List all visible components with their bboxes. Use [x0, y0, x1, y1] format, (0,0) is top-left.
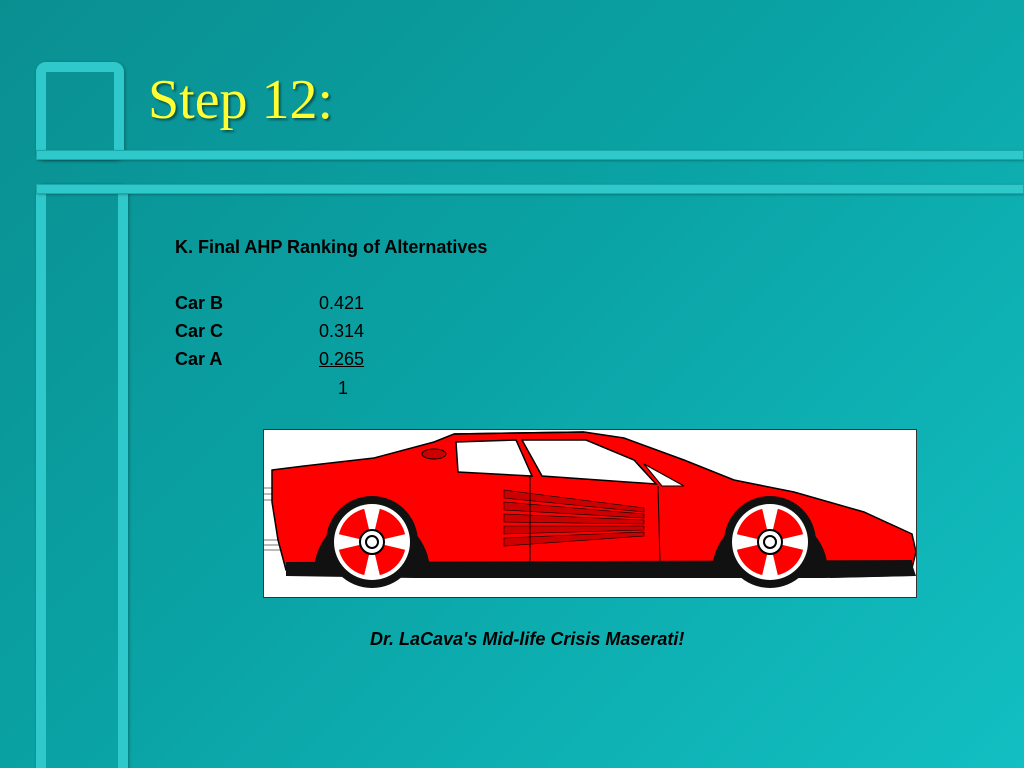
image-caption: Dr. LaCava's Mid-life Crisis Maserati!: [370, 629, 685, 649]
ranking-row-car-b: [175, 293, 415, 317]
top-frame-line: [36, 150, 1024, 160]
ranking-heading: K. Final AHP Ranking of Alternatives: [175, 237, 488, 257]
ranking-total: 1: [338, 378, 349, 398]
slide-title: Step 12:: [148, 69, 334, 131]
ranking-row-name: Car B: [175, 293, 224, 313]
ranking-row-car-a: [175, 349, 415, 373]
rear-wheel-icon: [326, 496, 418, 588]
content-frame-box: [36, 184, 128, 768]
car-illustration: [263, 429, 917, 598]
middle-frame-line: [36, 184, 1024, 194]
ranking-row-car-c: [175, 321, 415, 345]
ranking-row-name: Car C: [175, 321, 224, 341]
red-sports-car-icon: [264, 430, 917, 598]
ranking-row-value: 0.265: [319, 349, 365, 369]
title-frame-box: [36, 62, 124, 160]
ranking-row-name: Car A: [175, 349, 223, 369]
ranking-row-value: 0.314: [319, 321, 365, 341]
ranking-row-value: 0.421: [319, 293, 365, 313]
front-wheel-icon: [724, 496, 816, 588]
